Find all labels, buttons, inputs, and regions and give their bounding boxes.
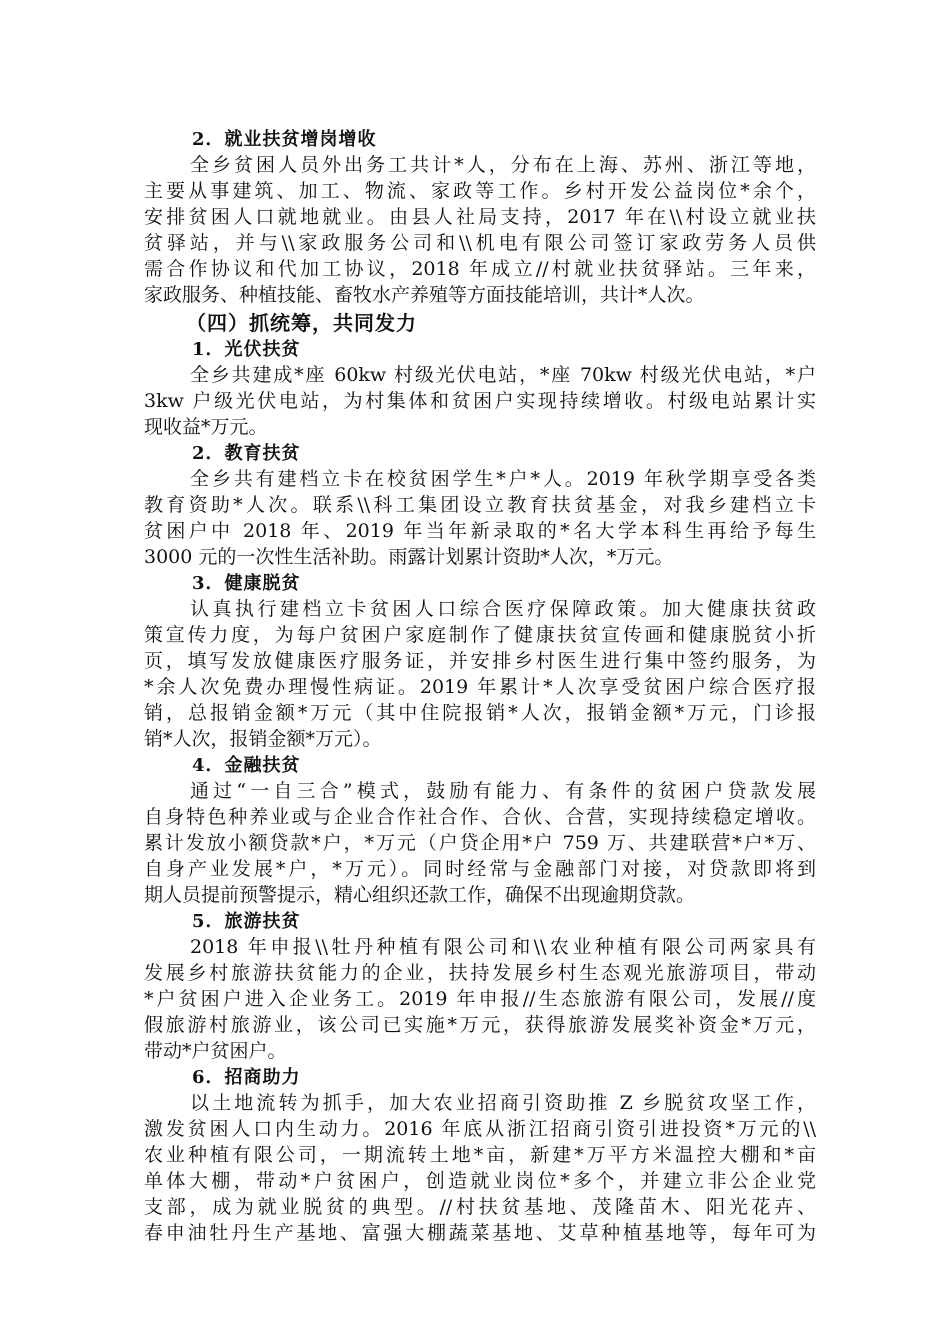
subsection-heading: 2．教育扶贫 [192, 443, 301, 464]
section-heading: （四）抓统筹，共同发力 [186, 311, 417, 335]
paragraph-line: 销*人次，报销金额*万元）。 [144, 728, 382, 750]
paragraph-line: 以土地流转为抓手，加大农业招商引资助推 Z 乡脱贫攻坚工作， [190, 1092, 816, 1114]
paragraph-line: 安排贫困人口就地就业。由县人社局支持，2017 年在\\村设立就业扶 [144, 206, 816, 228]
subsection-heading: 3．健康脱贫 [192, 573, 301, 594]
paragraph-line: *余人次免费办理慢性病证。2019 年累计*人次享受贫困户综合医疗报 [144, 676, 816, 698]
paragraph-line: 教育资助*人次。联系\\科工集团设立教育扶贫基金，对我乡建档立卡 [144, 494, 816, 516]
paragraph-line: 假旅游村旅游业，该公司已实施*万元，获得旅游发展奖补资金*万元， [144, 1014, 816, 1036]
subsection-heading: 5．旅游扶贫 [192, 911, 301, 932]
paragraph-line: 页，填写发放健康医疗服务证，并安排乡村医生进行集中签约服务，为 [144, 650, 816, 672]
paragraph [144, 152, 816, 308]
paragraph [144, 934, 816, 1064]
paragraph [144, 596, 816, 752]
paragraph-line: 家政服务、种植技能、畜牧水产养殖等方面技能培训，共计*人次。 [144, 284, 705, 306]
paragraph-line: 贫驿站，并与\\家政服务公司和\\机电有限公司签订家政劳务人员供 [144, 232, 816, 254]
subsection-heading: 1．光伏扶贫 [192, 339, 301, 360]
paragraph-line: 3kw 户级光伏电站，为村集体和贫困户实现持续增收。村级电站累计实 [144, 390, 816, 412]
paragraph-line: 全乡共建成*座 60kw 村级光伏电站，*座 70kw 村级光伏电站，*户 [190, 364, 816, 386]
paragraph-line: *户贫困户进入企业务工。2019 年申报//生态旅游有限公司，发展//度 [144, 988, 816, 1010]
paragraph-line: 现收益*万元。 [144, 416, 268, 438]
paragraph-line: 贫困户中 2018 年、2019 年当年新录取的*名大学本科生再给予每生 [144, 520, 816, 542]
paragraph-line: 农业种植有限公司，一期流转土地*亩，新建*万平方米温控大棚和*亩 [144, 1144, 816, 1166]
paragraph [144, 778, 816, 908]
paragraph-line: 期人员提前预警提示，精心组织还款工作，确保不出现逾期贷款。 [144, 884, 696, 906]
paragraph-line: 2018 年申报\\牡丹种植有限公司和\\农业种植有限公司两家具有 [190, 936, 816, 958]
document-page [144, 126, 816, 1246]
paragraph-line: 自身特色种养业或与企业合作社合作、合伙、合营，实现持续稳定增收。 [144, 806, 816, 828]
paragraph-line: 发展乡村旅游扶贫能力的企业，扶持发展乡村生态观光旅游项目，带动 [144, 962, 816, 984]
paragraph-line: 自身产业发展*户，*万元）。同时经常与金融部门对接，对贷款即将到 [144, 858, 816, 880]
paragraph [144, 466, 816, 570]
paragraph-line: 认真执行建档立卡贫困人口综合医疗保障政策。加大健康扶贫政 [190, 598, 816, 620]
paragraph-line: 累计发放小额贷款*户，*万元（户贷企用*户 759 万、共建联营*户*万、 [144, 832, 816, 854]
paragraph [144, 1090, 816, 1246]
paragraph-line: 激发贫困人口内生动力。2016 年底从浙江招商引资引进投资*万元的\\ [144, 1118, 816, 1140]
paragraph-line: 销，总报销金额*万元（其中住院报销*人次，报销金额*万元，门诊报 [144, 702, 816, 724]
subsection-heading: 6．招商助力 [192, 1067, 301, 1088]
paragraph-line: 支部，成为就业脱贫的典型。//村扶贫基地、茂隆苗木、阳光花卉、 [144, 1196, 816, 1218]
paragraph-line: 主要从事建筑、加工、物流、家政等工作。乡村开发公益岗位*余个， [144, 180, 816, 202]
paragraph-line: 全乡贫困人员外出务工共计*人，分布在上海、苏州、浙江等地， [190, 154, 816, 176]
paragraph-line: 通过“一自三合”模式，鼓励有能力、有条件的贫困户贷款发展 [190, 780, 816, 802]
paragraph-line: 单体大棚，带动*户贫困户，创造就业岗位*多个，并建立非公企业党 [144, 1170, 816, 1192]
paragraph [144, 362, 816, 440]
subsection-heading: 4．金融扶贫 [192, 755, 301, 776]
paragraph-line: 策宣传力度，为每户贫困户家庭制作了健康扶贫宣传画和健康脱贫小折 [144, 624, 816, 646]
paragraph-line: 3000 元的一次性生活补助。雨露计划累计资助*人次，*万元。 [144, 546, 674, 568]
paragraph-line: 春申油牡丹生产基地、富强大棚蔬菜基地、艾草种植基地等，每年可为 [144, 1222, 816, 1244]
paragraph-line: 需合作协议和代加工协议，2018 年成立//村就业扶贫驿站。三年来， [144, 258, 816, 280]
paragraph-line: 全乡共有建档立卡在校贫困学生*户*人。2019 年秋学期享受各类 [190, 468, 816, 490]
subsection-heading: 2．就业扶贫增岗增收 [192, 129, 377, 150]
paragraph-line: 带动*户贫困户。 [144, 1040, 287, 1062]
